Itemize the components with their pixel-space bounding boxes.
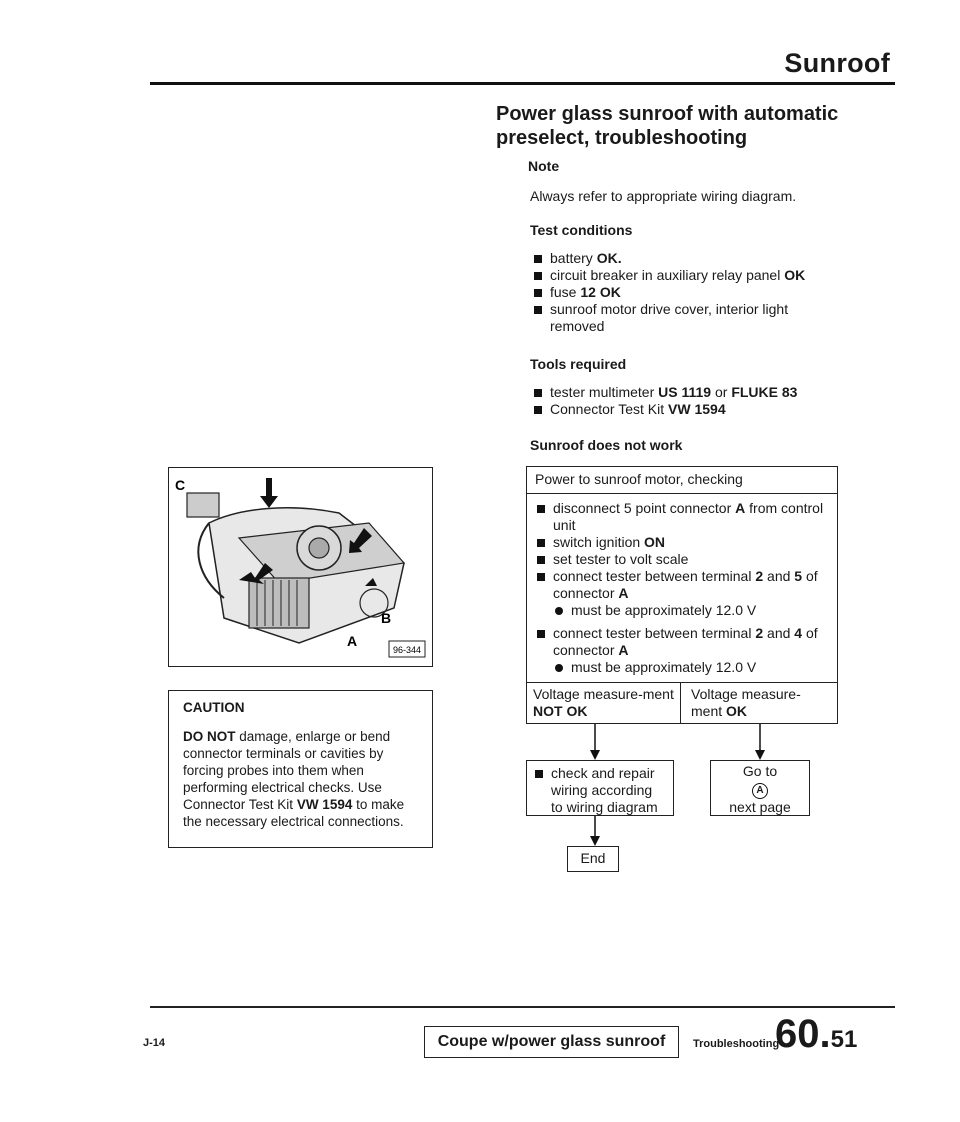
goto-next-page: next page xyxy=(729,799,791,815)
tool-item: tester multimeter US 1119 or FLUKE 83 xyxy=(532,384,872,401)
caution-label: CAUTION xyxy=(183,700,245,715)
flow-header: Power to sunroof motor, checking xyxy=(527,467,837,494)
end-box: End xyxy=(567,846,619,872)
goto-text: Go to xyxy=(742,763,778,779)
motor-figure xyxy=(168,467,433,667)
title-line-2: preselect, troubleshooting xyxy=(496,127,748,149)
figure-label-a: A xyxy=(347,633,358,649)
flow-step: connect tester between terminal 2 and 5 of connector A must be approximately 12.0 V xyxy=(535,568,829,619)
result-not-ok-box: Voltage measure-ment NOT OK xyxy=(526,682,681,724)
flow-substep: must be approximately 12.0 V xyxy=(553,659,829,676)
tools-list xyxy=(532,384,872,418)
condition-item: circuit breaker in auxiliary relay panel OK xyxy=(532,267,852,284)
note-label: Note xyxy=(528,158,560,174)
model-box: Coupe w/power glass sunroof xyxy=(424,1026,679,1058)
bottom-divider xyxy=(150,1006,895,1008)
test-conditions-list xyxy=(532,250,852,335)
figure-label-c: C xyxy=(175,477,186,493)
flow-substep: must be approximately 12.0 V xyxy=(553,602,829,619)
footer-category: Troubleshooting xyxy=(693,1038,780,1050)
page-number-minor: 51 xyxy=(830,1026,858,1053)
page-title xyxy=(496,102,838,150)
flow-step: switch ignition ON xyxy=(535,534,829,551)
flow-steps xyxy=(527,494,837,676)
condition-item: fuse 12 OK xyxy=(532,284,852,301)
footer-left-code: J-14 xyxy=(143,1037,166,1049)
repair-step: check and repair wiring according to wiring diagram xyxy=(533,765,667,816)
tools-label: Tools required xyxy=(530,356,627,372)
condition-item: battery OK. xyxy=(532,250,852,267)
flow-step: set tester to volt scale xyxy=(535,551,829,568)
flow-step: disconnect 5 point connector A from control unit xyxy=(535,500,829,534)
sunroof-motor-illustration xyxy=(169,468,431,664)
title-line-1: Power glass sunroof with automatic xyxy=(496,103,839,125)
test-conditions-label: Test conditions xyxy=(530,222,633,238)
goto-symbol: A xyxy=(711,780,809,799)
goto-box xyxy=(710,760,810,816)
top-divider xyxy=(150,82,895,85)
page-number-major: 60 xyxy=(775,1012,820,1056)
condition-item: sunroof motor drive cover, interior light removed xyxy=(532,301,810,335)
tool-item: Connector Test Kit VW 1594 xyxy=(532,401,872,418)
flow-check-box xyxy=(526,466,838,683)
caution-text: DO NOT damage, enlarge or bend connector terminals or cavities by forcing probes into them when performing electrical checks. Use Connector Test Kit VW 1594 to make the necessary electrical connections. xyxy=(183,729,405,829)
caution-box xyxy=(168,690,433,848)
figure-label-b: B xyxy=(381,610,392,626)
result-ok-box: Voltage measure-ment OK xyxy=(680,682,838,724)
section-title: Sunroof xyxy=(784,48,890,78)
repair-box xyxy=(526,760,674,816)
figure-code: 96-344 xyxy=(393,645,422,655)
flow-step: connect tester between terminal 2 and 4 of connector A must be approximately 12.0 V xyxy=(535,625,829,676)
procedure-label: Sunroof does not work xyxy=(530,437,683,453)
page-number: 60.51 xyxy=(775,1012,858,1056)
note-text: Always refer to appropriate wiring diagram. xyxy=(530,188,797,204)
